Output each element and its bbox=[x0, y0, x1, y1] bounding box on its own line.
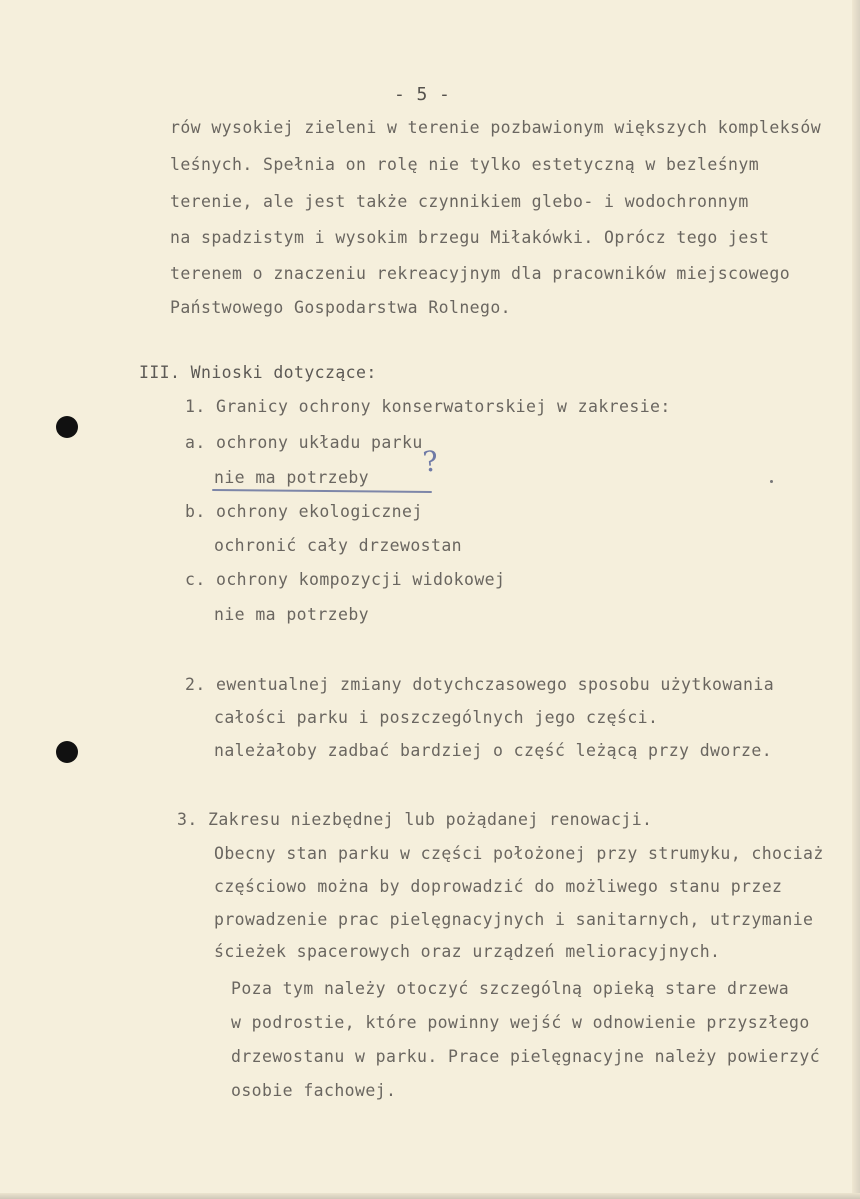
paper-speck bbox=[770, 480, 773, 483]
item2-line: 2. ewentualnej zmiany dotychczasowego sposobu użytkowania bbox=[185, 675, 775, 694]
item3-extra-line: Poza tym należy otoczyć szczególną opieką stare drzewa bbox=[231, 979, 790, 998]
item2-line: całości parku i poszczególnych jego części. bbox=[214, 708, 659, 727]
page-edge-right bbox=[852, 0, 860, 1199]
section-heading: III. Wnioski dotyczące: bbox=[139, 363, 377, 382]
item3-extra-line: w podrostie, które powinny wejść w odnowienie przyszłego bbox=[231, 1013, 810, 1032]
item3-line: prowadzenie prac pielęgnacyjnych i sanitarnych, utrzymanie bbox=[214, 910, 814, 929]
item1-b-title: b. ochrony ekologicznej bbox=[185, 502, 423, 521]
paragraph-line: rów wysokiej zieleni w terenie pozbawionym większych kompleksów bbox=[170, 118, 822, 137]
item1-b-text: ochronić cały drzewostan bbox=[214, 536, 463, 555]
item1-c-title: c. ochrony kompozycji widokowej bbox=[185, 570, 506, 589]
item3-line: częściowo można by doprowadzić do możliwego stanu przez bbox=[214, 877, 783, 896]
item2-line: należałoby zadbać bardziej o część leżącą przy dworze. bbox=[214, 741, 773, 760]
item3-extra-line: osobie fachowej. bbox=[231, 1081, 397, 1100]
item1-a-title: a. ochrony układu parku bbox=[185, 433, 423, 452]
paragraph-line: Państwowego Gospodarstwa Rolnego. bbox=[170, 298, 512, 317]
item3-line: ścieżek spacerowych oraz urządzeń melioracyjnych. bbox=[214, 942, 721, 961]
handwritten-underline bbox=[212, 489, 432, 493]
handwritten-question-mark: ? bbox=[421, 444, 440, 479]
paragraph-line: terenie, ale jest także czynnikiem glebo- i wodochronnym bbox=[170, 192, 749, 211]
punch-hole bbox=[56, 416, 78, 438]
paragraph-line: terenem o znaczeniu rekreacyjnym dla pracowników miejscowego bbox=[170, 264, 791, 283]
item3-line: Obecny stan parku w części położonej przy strumyku, chociaż bbox=[214, 844, 824, 863]
page-edge-bottom bbox=[0, 1193, 860, 1199]
paragraph-line: na spadzistym i wysokim brzegu Miłakówki. Oprócz tego jest bbox=[170, 228, 770, 247]
item1-title: 1. Granicy ochrony konserwatorskiej w zakresie: bbox=[185, 397, 671, 416]
page-number: - 5 - bbox=[394, 84, 451, 105]
item1-c-text: nie ma potrzeby bbox=[214, 605, 370, 624]
paragraph-line: leśnych. Spełnia on rolę nie tylko estetyczną w bezleśnym bbox=[170, 155, 760, 174]
punch-hole bbox=[56, 741, 78, 763]
item1-a-text: nie ma potrzeby bbox=[214, 468, 370, 487]
item3-extra-line: drzewostanu w parku. Prace pielęgnacyjne należy powierzyć bbox=[231, 1047, 821, 1066]
item3-line: 3. Zakresu niezbędnej lub pożądanej renowacji. bbox=[177, 810, 653, 829]
